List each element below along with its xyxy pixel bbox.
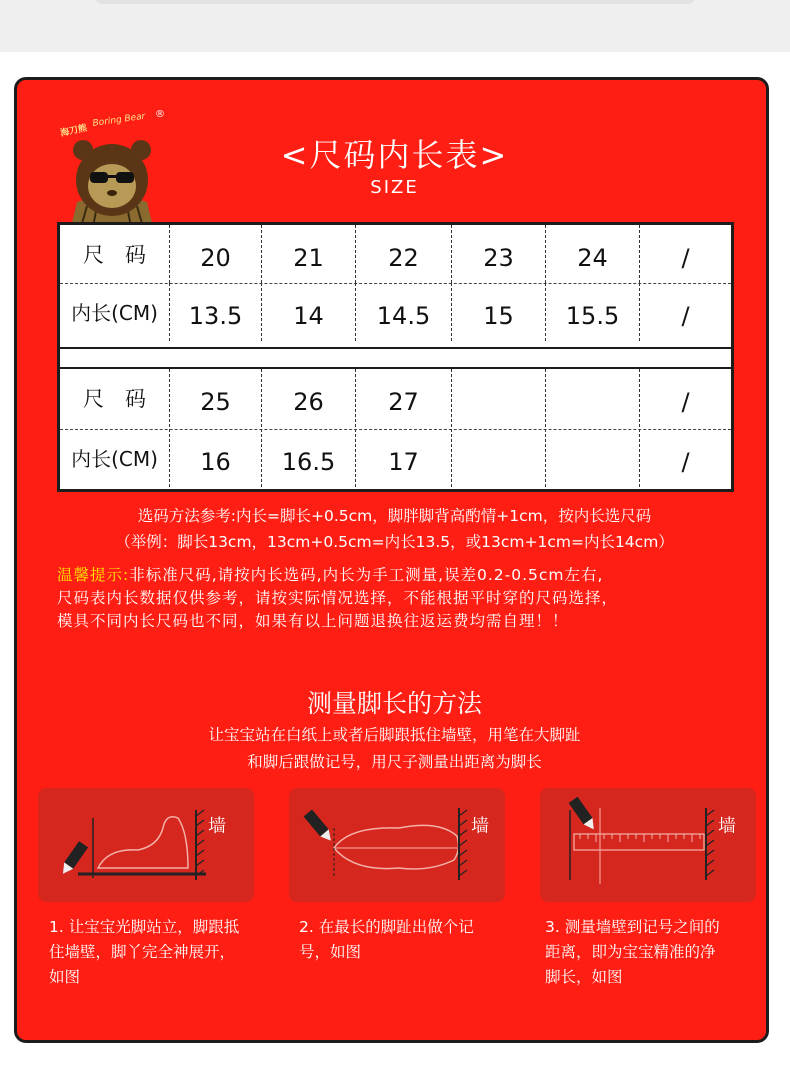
length-cell: 17 bbox=[356, 429, 452, 487]
wall-label: 墙 bbox=[718, 816, 736, 837]
ruler-icon bbox=[540, 788, 756, 902]
wall-label: 墙 bbox=[208, 816, 226, 837]
length-label: 内长(CM) bbox=[60, 283, 170, 341]
method-line-2: （举例：脚长13cm，13cm+0.5cm=内长13.5，或13cm+1cm=内长14cm） bbox=[115, 533, 674, 551]
step-3-line-2: 距离，即为宝宝精准的净 bbox=[545, 943, 716, 961]
top-bar-pill bbox=[95, 0, 695, 4]
length-cell: 14 bbox=[262, 283, 356, 341]
logo-brand-text: Boring Bear bbox=[92, 111, 146, 129]
size-cell: 27 bbox=[356, 369, 452, 427]
length-cell: 16 bbox=[170, 429, 262, 487]
measure-desc-1: 让宝宝站在白纸上或者后脚跟抵住墙壁，用笔在大脚趾 bbox=[208, 726, 581, 744]
logo-brand-cn: 海刀熊 bbox=[59, 123, 89, 139]
size-cell: / bbox=[681, 244, 690, 272]
illustration-standing bbox=[38, 788, 254, 902]
size-cell: 20 bbox=[170, 225, 262, 283]
step-1-line-3: 如图 bbox=[49, 968, 81, 986]
step-1 bbox=[49, 915, 264, 990]
size-cell bbox=[452, 369, 546, 427]
step-2-line-1: 2. 在最长的脚趾出做个记 bbox=[299, 918, 474, 936]
logo-registered: ® bbox=[155, 109, 165, 120]
tips-line-2: 尺码表内长数据仅供参考，请按实际情况选择，不能根据平时穿的尺码选择， bbox=[57, 589, 619, 607]
length-cell: 15 bbox=[452, 283, 546, 341]
size-chart-card bbox=[14, 77, 769, 1043]
page-title: <尺码内长表> bbox=[280, 136, 509, 174]
method-line-1: 选码方法参考:内长=脚长+0.5cm，脚胖脚背高酌情+1cm，按内长选尺码 bbox=[137, 507, 652, 525]
length-cell: 16.5 bbox=[262, 429, 356, 487]
length-cell: 14.5 bbox=[356, 283, 452, 341]
table-row bbox=[60, 225, 731, 283]
wall-label: 墙 bbox=[471, 816, 489, 837]
size-table bbox=[57, 222, 734, 492]
illustration-ruler bbox=[540, 788, 756, 902]
page-subtitle: SIZE bbox=[370, 177, 419, 198]
tips-line-1 bbox=[57, 564, 747, 587]
step-3-line-3: 脚长，如图 bbox=[545, 968, 623, 986]
size-cell: 25 bbox=[170, 369, 262, 427]
table-row bbox=[60, 283, 731, 341]
size-cell: 22 bbox=[356, 225, 452, 283]
size-cell bbox=[546, 369, 640, 427]
length-cell bbox=[546, 429, 640, 487]
step-3-line-1: 3. 测量墙壁到记号之间的 bbox=[545, 918, 720, 936]
length-label: 内长(CM) bbox=[60, 429, 170, 487]
step-2 bbox=[299, 915, 514, 965]
size-cell: 26 bbox=[262, 369, 356, 427]
tips-label: 温馨提示: bbox=[57, 566, 130, 584]
table-row bbox=[60, 369, 731, 427]
size-cell: 23 bbox=[452, 225, 546, 283]
tips-text-1: 非标准尺码,请按内长选码,内长为手工测量,误差0.2-0.5cm左右, bbox=[129, 566, 604, 584]
illustration-marking bbox=[289, 788, 505, 902]
step-1-line-1: 1. 让宝宝光脚站立，脚跟抵 bbox=[49, 918, 240, 936]
foot-side-view-icon bbox=[38, 788, 254, 902]
measure-desc-2: 和脚后跟做记号，用尺子测量出距离为脚长 bbox=[247, 753, 542, 771]
size-label: 尺 码 bbox=[60, 369, 170, 427]
length-cell: / bbox=[681, 302, 690, 330]
tips bbox=[57, 564, 747, 633]
step-1-line-2: 住墙壁，脚丫完全神展开， bbox=[49, 943, 236, 961]
step-3 bbox=[545, 915, 760, 990]
length-cell bbox=[452, 429, 546, 487]
measure-title: 测量脚长的方法 bbox=[306, 689, 482, 718]
tips-line-3: 模具不同内长尺码也不同，如果有以上问题退换往返运费均需自理！！ bbox=[57, 612, 569, 630]
length-cell: 13.5 bbox=[170, 283, 262, 341]
table-row bbox=[60, 429, 731, 487]
size-cell: 21 bbox=[262, 225, 356, 283]
size-cell: / bbox=[681, 388, 690, 416]
block-divider bbox=[60, 347, 731, 349]
length-cell: / bbox=[681, 448, 690, 476]
size-cell: 24 bbox=[546, 225, 640, 283]
top-bar bbox=[0, 0, 790, 52]
foot-top-view-icon bbox=[289, 788, 505, 902]
length-cell: 15.5 bbox=[546, 283, 640, 341]
step-2-line-2: 号，如图 bbox=[299, 943, 362, 961]
size-label: 尺 码 bbox=[60, 225, 170, 283]
